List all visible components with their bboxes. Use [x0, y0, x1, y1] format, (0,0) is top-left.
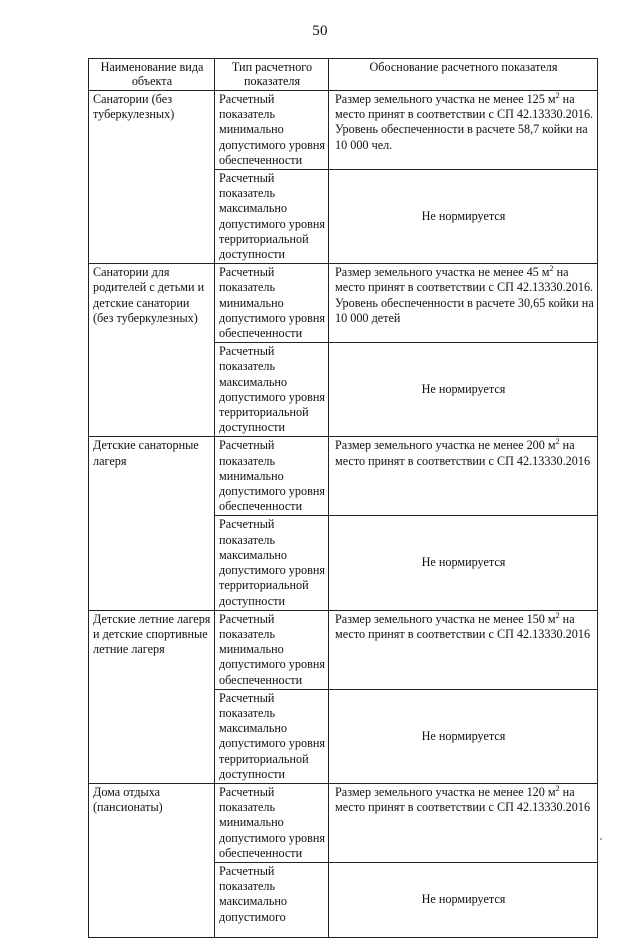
header-object-name: Наименование вида объекта	[89, 59, 215, 91]
justification-text: Размер земельного участка не менее 150 м	[335, 611, 556, 626]
page-number: 50	[312, 23, 328, 39]
indicator-type-cell: Расчетный показатель максимально допустимого	[215, 862, 329, 937]
justification-cell: Не нормируется	[329, 862, 598, 937]
indicator-type-cell: Расчетный показатель минимально допустимого уровня обеспеченности	[215, 91, 329, 170]
justification-cell	[329, 610, 598, 689]
superscript: 2	[555, 90, 560, 100]
object-name-cell: Санатории (без туберкулезных)	[89, 91, 215, 264]
justification-text: на место принят в соответствии с СП 42.13330.2016	[335, 784, 591, 815]
indicator-type-cell: Расчетный показатель максимально допустимого уровня территориальной доступности	[215, 343, 329, 437]
table-header-row	[89, 59, 598, 91]
justification-cell	[329, 783, 598, 862]
justification-cell	[329, 437, 598, 516]
object-name-cell: Санатории для родителей с детьми и детские санатории (без туберкулезных)	[89, 264, 215, 437]
table-row	[89, 783, 598, 862]
superscript: 2	[555, 783, 560, 793]
table-row	[89, 264, 598, 343]
indicator-type-cell: Расчетный показатель минимально допустимого уровня обеспеченности	[215, 264, 329, 343]
indicator-type-cell: Расчетный показатель максимально допустимого уровня территориальной доступности	[215, 689, 329, 783]
justification-text: на место принят в соответствии с СП 42.13330.2016	[335, 611, 591, 641]
superscript: 2	[555, 437, 560, 447]
table-row	[89, 610, 598, 689]
justification-cell: Не нормируется	[329, 516, 598, 610]
header-justification: Обоснование расчетного показателя	[329, 59, 598, 91]
indicator-type-cell: Расчетный показатель минимально допустимого уровня обеспеченности	[215, 437, 329, 516]
justification-cell	[329, 264, 598, 343]
justification-cell: Не нормируется	[329, 689, 598, 783]
indicator-type-cell: Расчетный показатель минимально допустимого уровня обеспеченности	[215, 610, 329, 689]
justification-cell: Не нормируется	[329, 343, 598, 437]
justification-text: Размер земельного участка не менее 200 м	[335, 438, 556, 453]
object-name-cell: Детские летние лагеря и детские спортивные летние лагеря	[89, 610, 215, 783]
header-indicator-type: Тип расчетного показателя	[215, 59, 329, 91]
indicator-type-cell: Расчетный показатель максимально допустимого уровня территориальной доступности	[215, 516, 329, 610]
indicator-type-cell: Расчетный показатель минимально допустимого уровня обеспеченности	[215, 783, 329, 862]
indicator-type-cell: Расчетный показатель максимально допустимого уровня территориальной доступности	[215, 170, 329, 264]
justification-text: Размер земельного участка не менее 120 м	[335, 784, 556, 799]
justification-text: на место принят в соответствии с СП 42.13330.2016. Уровень обеспеченности в расчете 58,7 койки на 10 000 чел.	[335, 92, 594, 152]
object-name-cell: Дома отдыха (пансионаты)	[89, 783, 215, 937]
justification-cell	[329, 91, 598, 170]
object-name-cell: Детские санаторные лагеря	[89, 437, 215, 610]
justification-cell: Не нормируется	[329, 170, 598, 264]
table-row	[89, 437, 598, 516]
justification-text: на место принят в соответствии с СП 42.13330.2016. Уровень обеспеченности в расчете 30,65 койки на 10 000 детей	[335, 265, 594, 325]
justification-text: на место принят в соответствии с СП 42.13330.2016	[335, 438, 591, 468]
norms-table	[88, 58, 598, 938]
justification-text: Размер земельного участка не менее 45 м	[335, 265, 550, 280]
justification-text: Размер земельного участка не менее 125 м	[335, 92, 556, 106]
table-row	[89, 91, 598, 170]
scan-speck	[600, 838, 602, 840]
superscript: 2	[555, 610, 560, 620]
superscript: 2	[549, 264, 554, 274]
